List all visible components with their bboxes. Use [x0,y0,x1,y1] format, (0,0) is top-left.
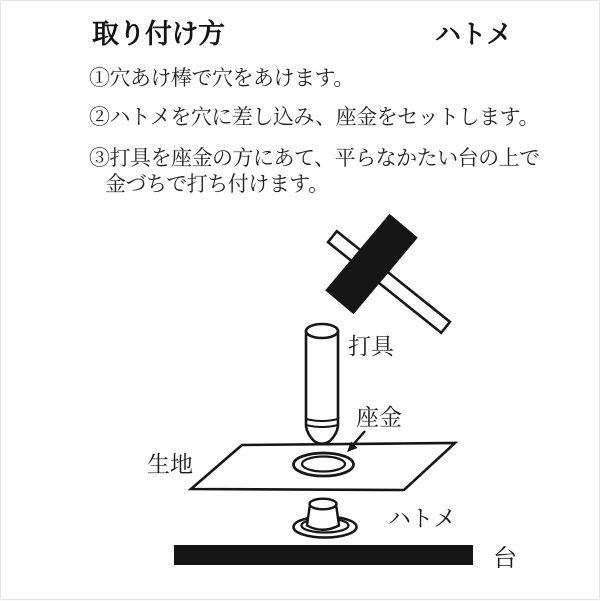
label-fabric: 生地 [147,451,193,477]
eyelet-barrel-top [310,499,337,510]
base-bar-shape [174,545,473,565]
punch-tool-top [306,324,338,338]
label-base: 台 [493,545,517,572]
instruction-step-3-continued: 金づちで打ち付けます。 [105,173,329,196]
product-name: ハトメ [435,19,513,49]
label-punch-tool: 打具 [348,333,394,359]
instruction-step-1: ①穴あけ棒で穴をあけます。 [89,67,354,90]
label-washer: 座金 [356,404,402,430]
instruction-step-2: ②ハトメを穴に差し込み、座金をセットします。 [89,106,539,129]
label-eyelet: ハトメ [388,505,457,531]
instruction-step-3: ③打具を座金の方にあて、平らなかたい台の上で [89,147,540,170]
assembly-diagram [1,1,600,601]
page-title: 取り付け方 [92,19,225,49]
